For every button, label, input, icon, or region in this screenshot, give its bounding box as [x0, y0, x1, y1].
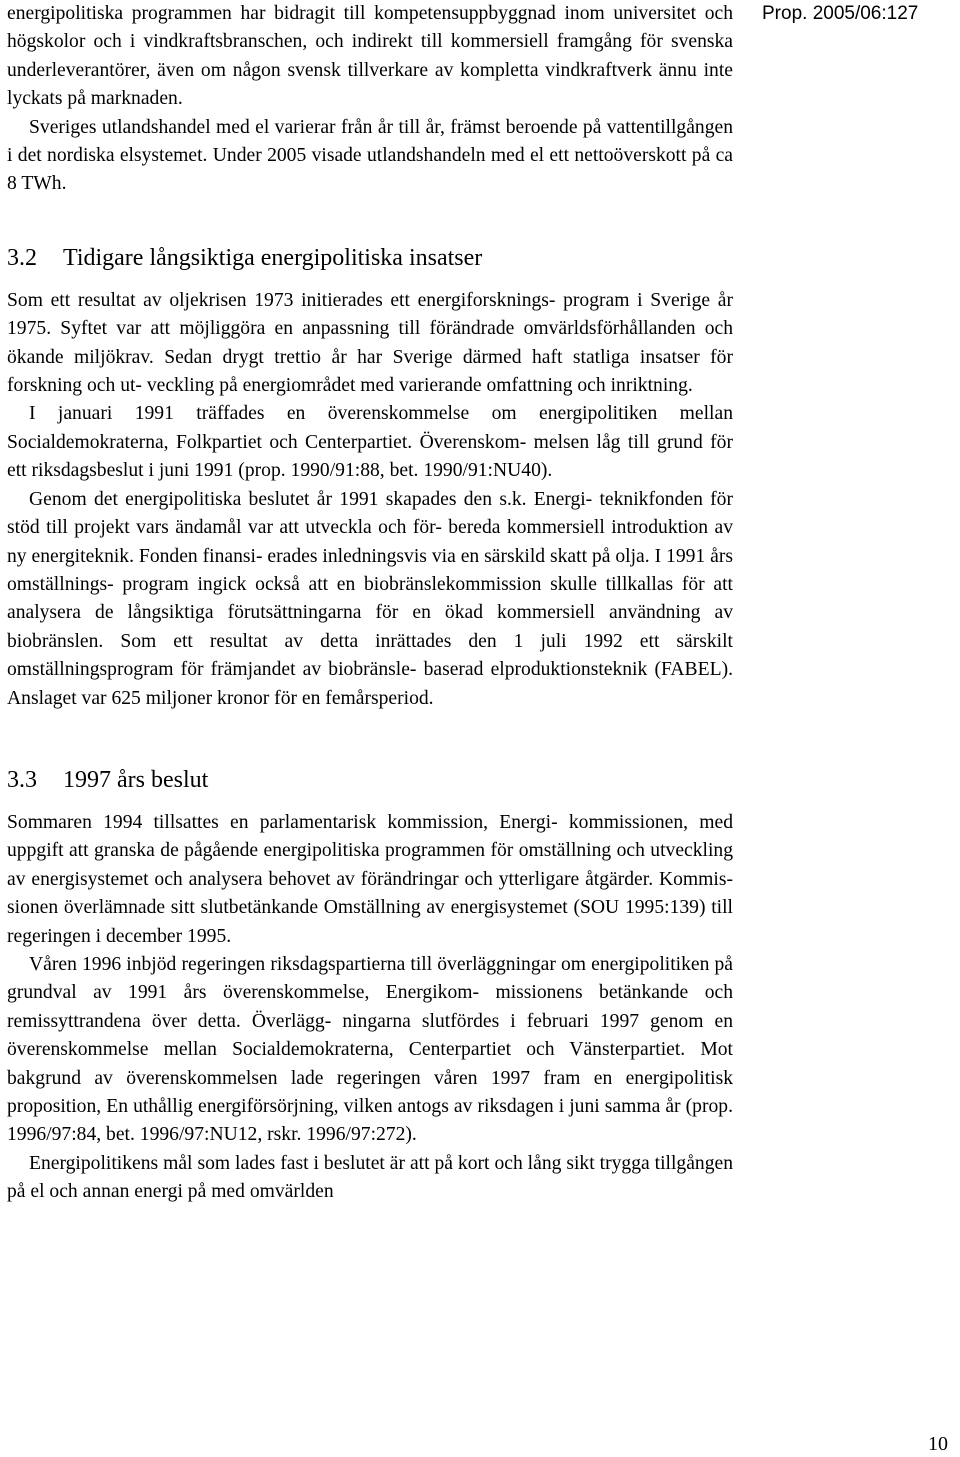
section-3-3-paragraph-3: Energipolitikens mål som lades fast i beslutet är att på kort och lång sikt trygga tillgången på el och annan energi på med omvärlden [7, 1152, 733, 1203]
intro-paragraph-1: energipolitiska programmen har bidragit till kompetensuppbyggnad inom universitet och högskolor och i vindkraftsbranschen, och indirekt till kommersiell framgång för svenska underleverantörer, även om någon svensk tillverkare av kompletta vindkraftverk ännu inte lyckats på marknaden. [7, 3, 733, 110]
section-3-2-paragraph-1: Som ett resultat av oljekrisen 1973 initierades ett energiforsknings- program i Sverige år 1975. Syftet var att möjliggöra en anpassning till förändrade omvärldsförhållanden och ökande miljökrav. Sedan drygt trettio år har Sverige därmed haft statliga insatser för forskning och ut- veckling på energiområdet med varierande omfattning och inriktning. [7, 289, 733, 397]
spacer [7, 713, 733, 765]
section-title: 1997 års beslut [63, 766, 209, 793]
section-heading-3-2 [7, 243, 733, 273]
section-title: Tidigare långsiktiga energipolitiska insatser [63, 244, 483, 271]
main-text-column [7, 0, 733, 1207]
intro-paragraph-2: Sveriges utlandshandel med el varierar från år till år, främst beroende på vattentillgången i det nordiska elsystemet. Under 2005 visade utlandshandeln med el ett nettoöverskott på ca 8 TWh. [7, 116, 733, 195]
page-number: 10 [928, 1433, 948, 1455]
section-heading-3-3 [7, 765, 733, 795]
spacer [7, 199, 733, 243]
section-3-2-paragraph-2: I januari 1991 träffades en överenskommelse om energipolitiken mellan Socialdemokraterna, Folkpartiet och Centerpartiet. Överenskom- melsen låg till grund för ett riksdagsbeslut i juni 1991 (prop. 1990/91:88, bet. 1990/91:NU40). [7, 403, 733, 482]
document-reference: Prop. 2005/06:127 [762, 3, 919, 24]
section-3-2-paragraph-3: Genom det energipolitiska beslutet år 1991 skapades den s.k. Energi- teknikfonden för stöd till projekt vars ändamål var att utveckla och för- bereda kommersiell introduktion av ny energiteknik. Fonden finansi- erades inledningsvis via en särskild skatt på olja. I 1991 års omställnings- program ingick också att en biobränslekommission skulle tillkallas för att analysera de långsiktiga förutsättningarna för en ökad kommersiell användning av biobränslen. Som ett resultat av detta inrättades den 1 juli 1992 ett särskilt omställningsprogram för främjandet av biobränsle- baserad elproduktionsteknik (FABEL). Anslaget var 625 miljoner kronor för en femårsperiod. [7, 488, 733, 709]
section-3-3-paragraph-2: Våren 1996 inbjöd regeringen riksdagspartierna till överläggningar om energipolitiken på grundval av 1991 års överenskommelse, Energikom- missionens betänkande och remissyttrandena över detta. Överlägg- ningarna slutfördes i februari 1997 genom en överenskommelse mellan Socialdemokraterna, Centerpartiet och Vänsterpartiet. Mot bakgrund av överenskommelsen lade regeringen våren 1997 fram en energipolitisk proposition, En uthållig energiförsörjning, vilken antogs av riksdagen i juni samma år (prop. 1996/97:84, bet. 1996/97:NU12, rskr. 1996/97:272). [7, 953, 733, 1146]
section-number: 3.3 [7, 766, 37, 793]
section-number: 3.2 [7, 244, 37, 271]
section-3-3-paragraph-1: Sommaren 1994 tillsattes en parlamentarisk kommission, Energi- kommissionen, med uppgift att granska de pågående energipolitiska programmen för omställning och utveckling av energisystemet och analysera behovet av förändringar och ytterligare åtgärder. Kommis- sionen överlämnade sitt slutbetänkande Omställning av energisystemet (SOU 1995:139) till regeringen i december 1995. [7, 811, 733, 947]
